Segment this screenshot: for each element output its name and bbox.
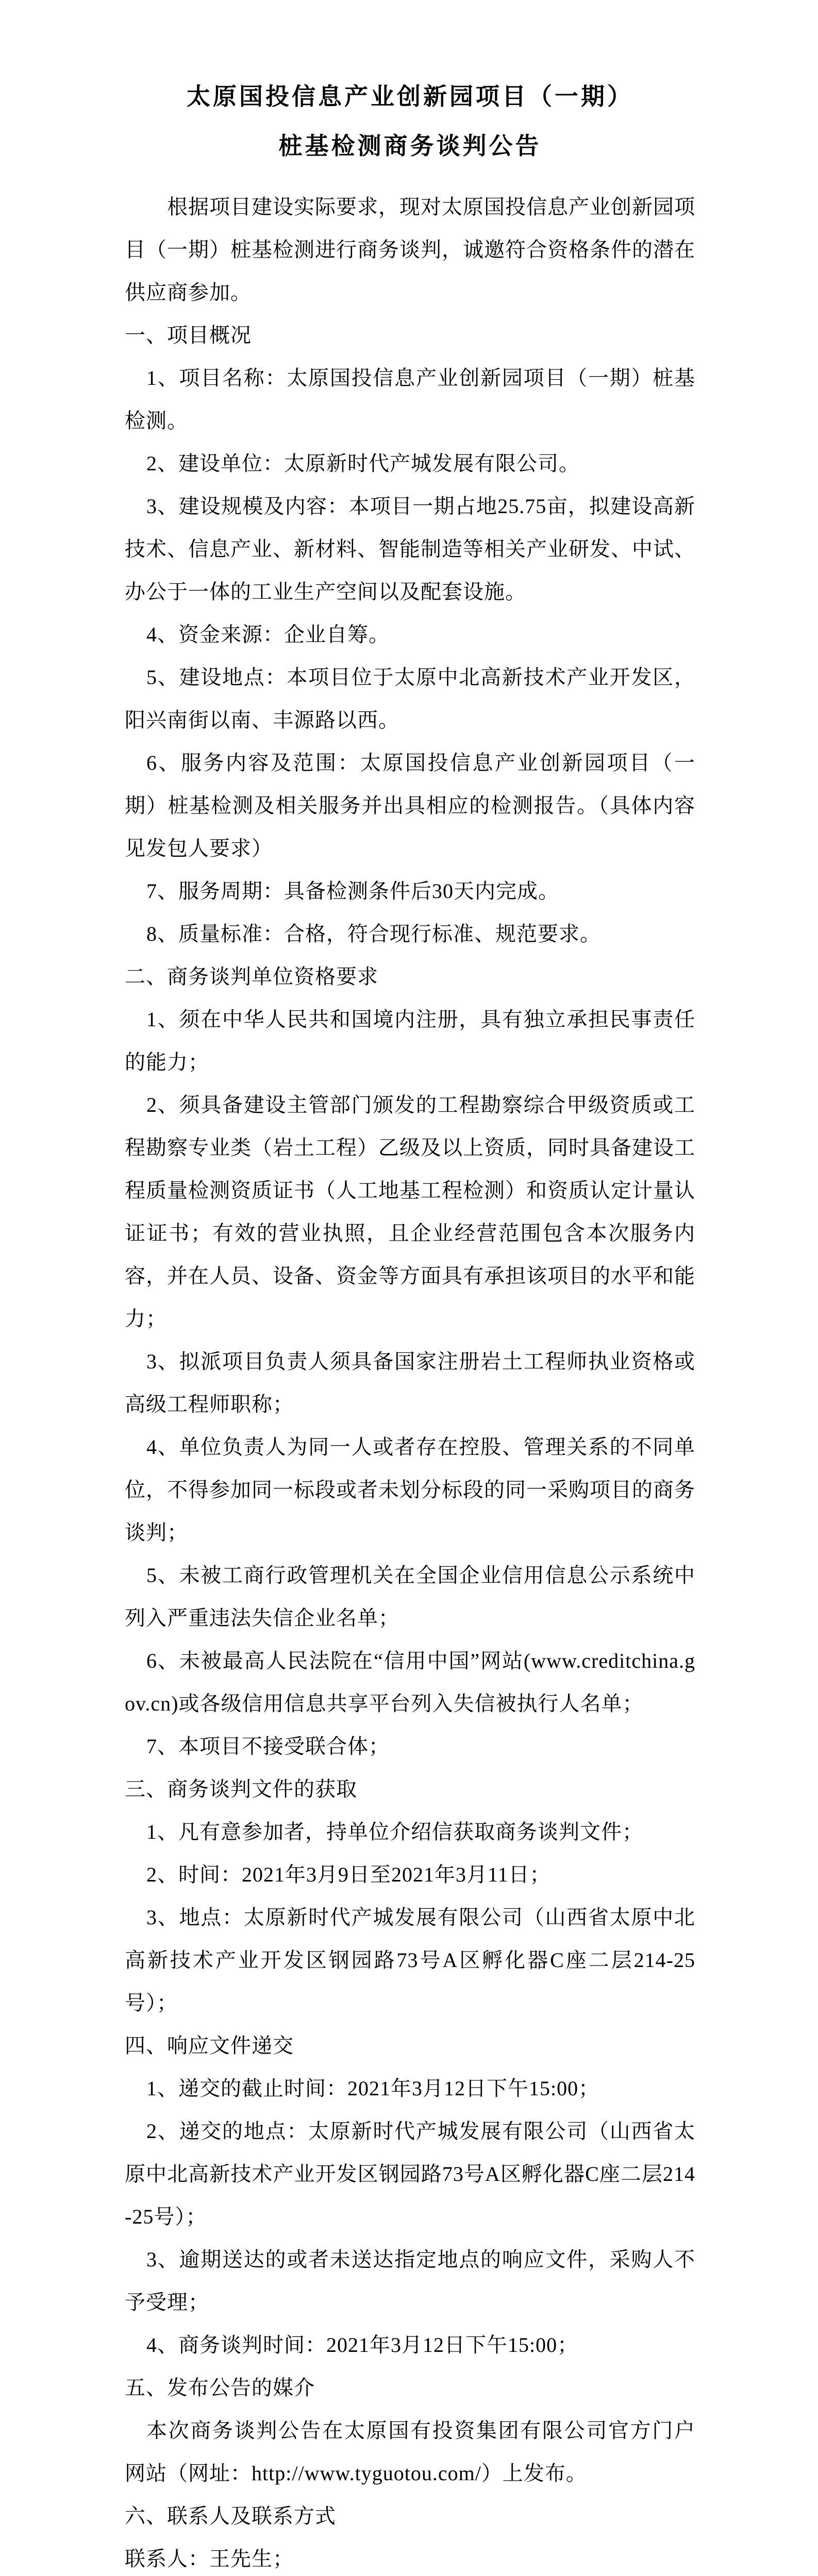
section-3-item-3: 3、地点：太原新时代产城发展有限公司（山西省太原中北高新技术产业开发区钢园路73号A区孵化器C座二层214-25号）； — [125, 1906, 695, 2014]
contact-person-line: 联系人：王先生； — [125, 2547, 294, 2570]
section-1-item-2: 2、建设单位：太原新时代产城发展有限公司。 — [146, 452, 580, 475]
section-1-item-7: 7、服务周期：具备检测条件后30天内完成。 — [146, 879, 559, 903]
section-5-paragraph: 本次商务谈判公告在太原国有投资集团有限公司官方门户网站（网址：http://www.tyguotou.com/）上发布。 — [125, 2419, 695, 2485]
section-2-heading: 二、商务谈判单位资格要求 — [125, 965, 378, 988]
section-3-item-2: 2、时间：2021年3月9日至2021年3月11日； — [146, 1863, 551, 1886]
section-4-heading: 四、响应文件递交 — [125, 2034, 294, 2057]
section-2-item-3: 3、拟派项目负责人须具备国家注册岩土工程师执业资格或高级工程师职称； — [125, 1350, 695, 1416]
intro-paragraph: 根据项目建设实际要求，现对太原国投信息产业创新园项目（一期）桩基检测进行商务谈判，诚邀符合资格条件的潜在供应商参加。 — [125, 195, 695, 304]
section-4-item-4: 4、商务谈判时间：2021年3月12日下午15:00； — [146, 2333, 579, 2357]
document-body — [125, 185, 695, 2576]
section-6-heading: 六、联系人及联系方式 — [125, 2504, 336, 2528]
section-2-item-1: 1、须在中华人民共和国境内注册，具有独立承担民事责任的能力； — [125, 1008, 695, 1074]
section-2-item-2: 2、须具备建设主管部门颁发的工程勘察综合甲级资质或工程勘察专业类（岩土工程）乙级及以上资质，同时具备建设工程质量检测资质证书（人工地基工程检测）和资质认定计量认证证书；有效的营业执照，且企业经营范围包含本次服务内容，并在人员、设备、资金等方面具有承担该项目的水平和能力； — [125, 1093, 695, 1330]
section-4-item-1: 1、递交的截止时间：2021年3月12日下午15:00； — [146, 2077, 600, 2100]
section-1-item-3: 3、建设规模及内容：本项目一期占地25.75亩，拟建设高新技术、信息产业、新材料、智能制造等相关产业研发、中试、办公于一体的工业生产空间以及配套设施。 — [125, 495, 695, 603]
section-2-item-5: 5、未被工商行政管理机关在全国企业信用信息公示系统中列入严重违法失信企业名单； — [125, 1564, 695, 1630]
section-1-item-8: 8、质量标准：合格，符合现行标准、规范要求。 — [146, 922, 601, 945]
section-2-item-4: 4、单位负责人为同一人或者存在控股、管理关系的不同单位，不得参加同一标段或者未划分标段的同一采购项目的商务谈判； — [125, 1435, 695, 1544]
document-title-line1: 太原国投信息产业创新园项目（一期） — [187, 83, 633, 110]
section-1-item-4: 4、资金来源：企业自筹。 — [146, 623, 390, 646]
document-title-line2: 桩基检测商务谈判公告 — [278, 133, 542, 159]
section-1-item-1: 1、项目名称：太原国投信息产业创新园项目（一期）桩基检测。 — [125, 366, 695, 432]
section-3-heading: 三、商务谈判文件的获取 — [125, 1777, 357, 1801]
section-4-item-3: 3、逾期送达的或者未送达指定地点的响应文件，采购人不予受理； — [125, 2248, 695, 2314]
section-1-item-6: 6、服务内容及范围：太原国投信息产业创新园项目（一期）桩基检测及相关服务并出具相应的检测报告。（具体内容见发包人要求） — [125, 751, 695, 860]
section-2-item-6: 6、未被最高人民法院在“信用中国”网站(www.creditchina.gov.cn)或各级信用信息共享平台列入失信被执行人名单； — [125, 1649, 695, 1715]
section-1-item-5: 5、建设地点：本项目位于太原中北高新技术产业开发区，阳兴南街以南、丰源路以西。 — [125, 666, 695, 732]
section-4-item-2: 2、递交的地点：太原新时代产城发展有限公司（山西省太原中北高新技术产业开发区钢园路73号A区孵化器C座二层214-25号）； — [125, 2120, 695, 2228]
section-2-item-7: 7、本项目不接受联合体； — [146, 1735, 390, 1758]
section-3-item-1: 1、凡有意参加者，持单位介绍信获取商务谈判文件； — [146, 1820, 643, 1843]
section-5-heading: 五、发布公告的媒介 — [125, 2376, 315, 2399]
section-1-heading: 一、项目概况 — [125, 324, 252, 347]
